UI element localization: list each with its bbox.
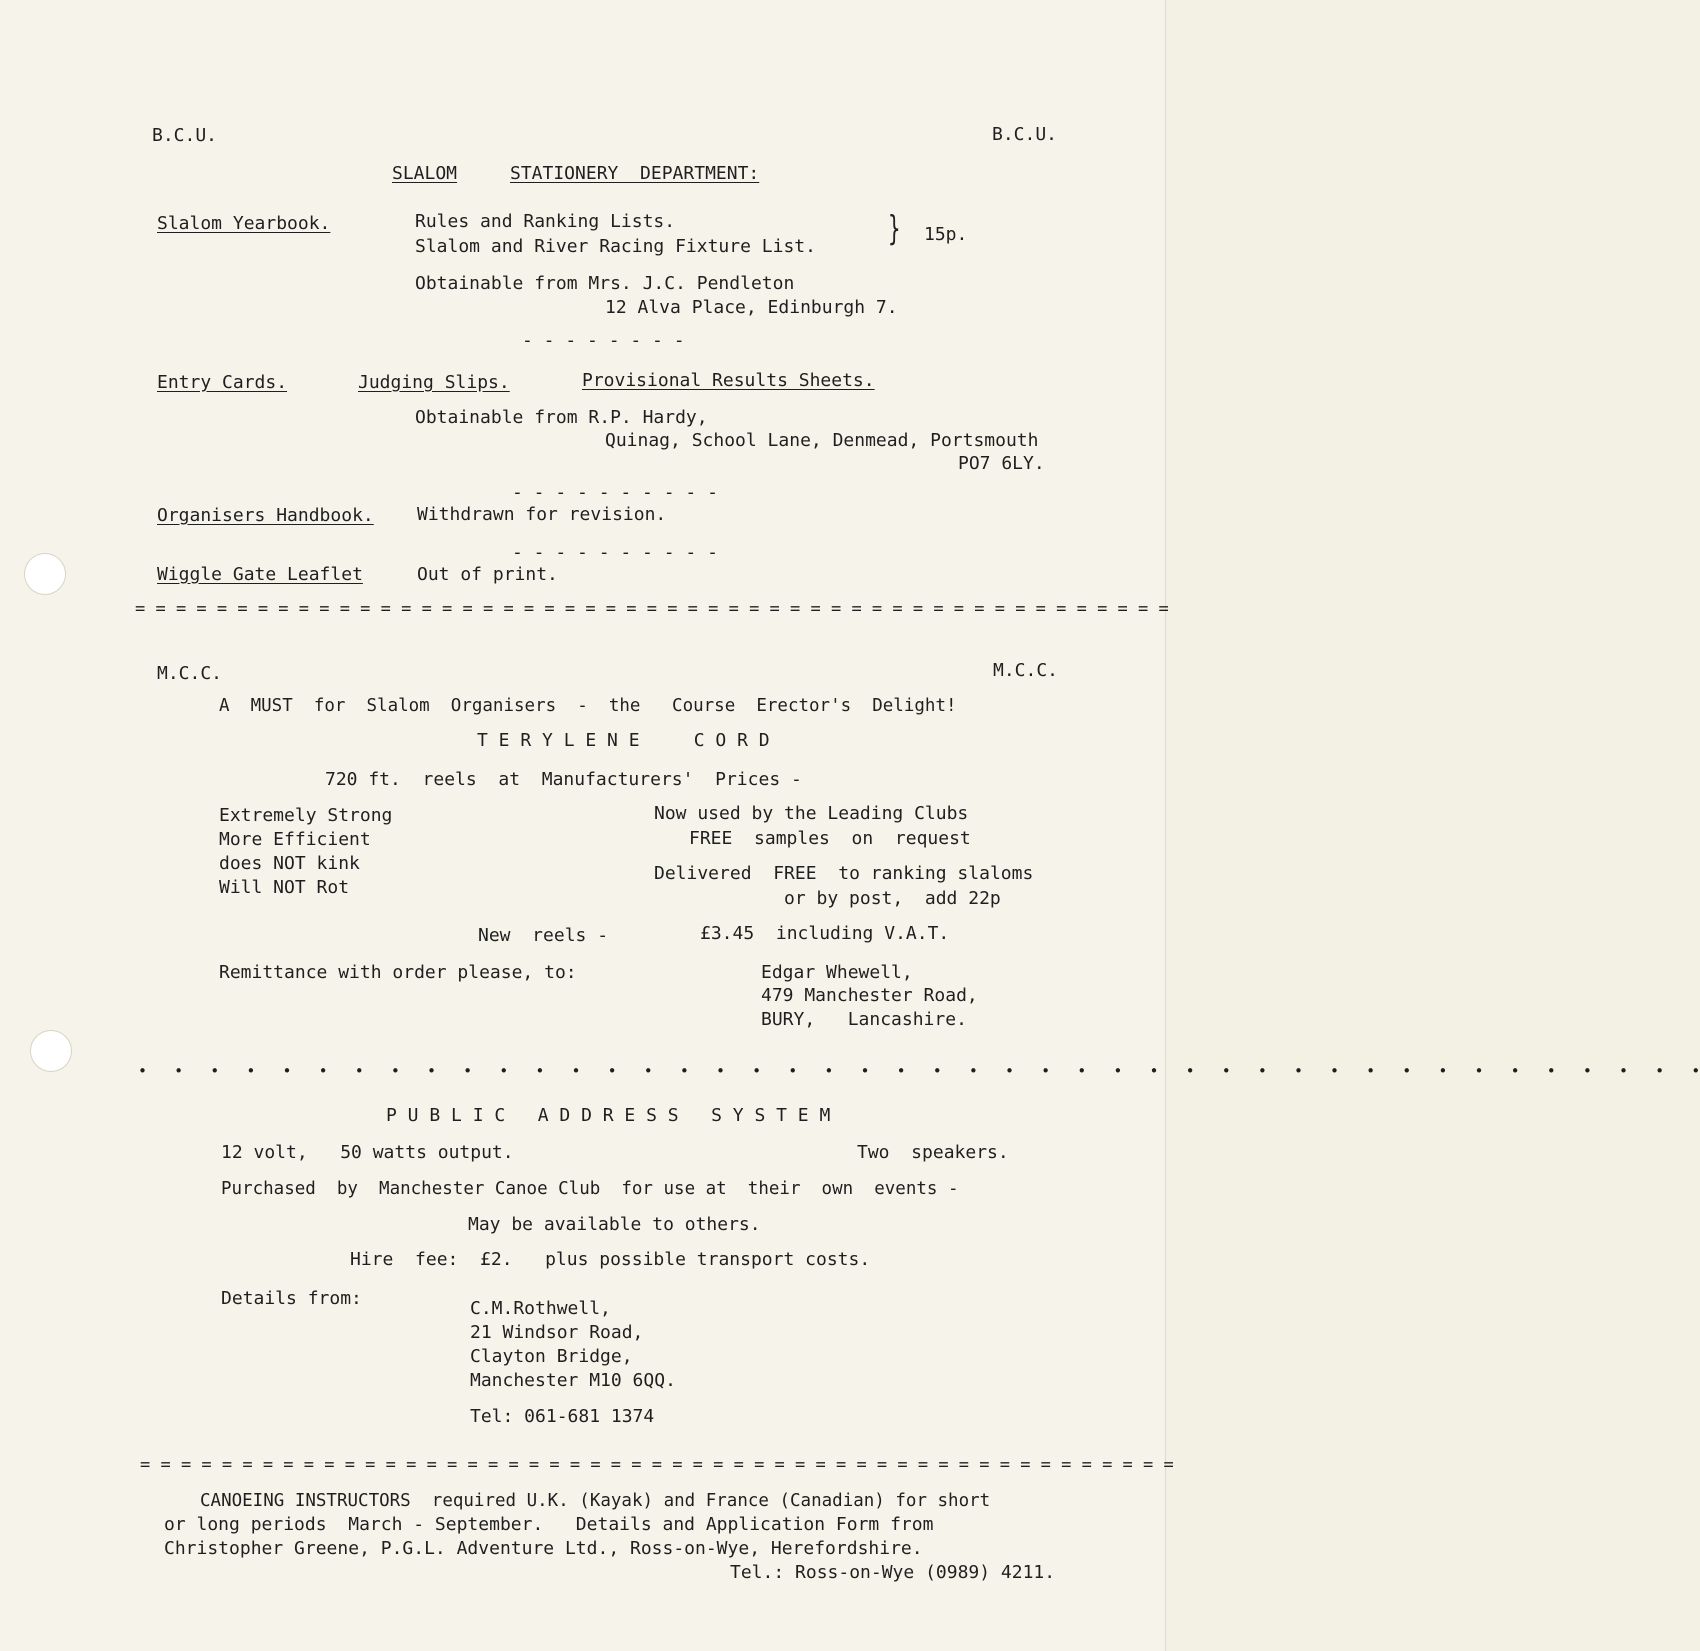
pa-contact-3: Clayton Bridge, bbox=[470, 1346, 633, 1367]
equals-rule-1: = = = = = = = = = = = = = = = = = = = = = = = = = = = = = = = = = = = = = = = = = = = = = = = = = = = bbox=[135, 599, 1169, 619]
pa-contact-4: Manchester M10 6QQ. bbox=[470, 1370, 676, 1391]
pa-purchased-line: Purchased by Manchester Canoe Club for use at their own events - bbox=[221, 1179, 959, 1199]
brace: } bbox=[888, 209, 901, 249]
dotted-rule: • • • • • • • • • • • • • • • • • • • • • • • • • • • • • • • • • • • • • • • • • • • • bbox=[138, 1062, 1700, 1080]
free-samples: FREE samples on request bbox=[689, 828, 971, 849]
judging-slips-label: Judging Slips. bbox=[358, 372, 510, 393]
obtainable-hardy-line-3: PO7 6LY. bbox=[958, 453, 1045, 474]
remittance-line: Remittance with order please, to: bbox=[219, 962, 577, 983]
remittance-address-1: Edgar Whewell, bbox=[761, 962, 913, 983]
pa-details-from: Details from: bbox=[221, 1288, 362, 1309]
heading-stationery-department: STATIONERY DEPARTMENT: bbox=[510, 163, 760, 184]
organisers-handbook-label: Organisers Handbook. bbox=[157, 505, 374, 526]
instructors-tel: Tel.: Ross-on-Wye (0989) 4211. bbox=[730, 1562, 1056, 1583]
obtainable-pendleton-line-2: 12 Alva Place, Edinburgh 7. bbox=[605, 297, 898, 318]
equals-rule-2: = = = = = = = = = = = = = = = = = = = = = = = = = = = = = = = = = = = = = = = = = = = = = = = = = = = bbox=[140, 1455, 1174, 1475]
remittance-address-2: 479 Manchester Road, bbox=[761, 985, 978, 1006]
feature-4: Will NOT Rot bbox=[219, 877, 350, 898]
pa-speakers: Two speakers. bbox=[857, 1142, 1009, 1163]
mcc-right: M.C.C. bbox=[993, 660, 1059, 681]
obtainable-hardy-line-1: Obtainable from R.P. Hardy, bbox=[415, 407, 708, 428]
pa-contact-2: 21 Windsor Road, bbox=[470, 1322, 644, 1343]
instructors-line-1: CANOEING INSTRUCTORS required U.K. (Kayak) and France (Canadian) for short bbox=[200, 1491, 991, 1511]
dash-separator-1: - - - - - - - - bbox=[522, 330, 685, 351]
provisional-results-sheets-label: Provisional Results Sheets. bbox=[582, 370, 875, 391]
wiggle-gate-leaflet-label: Wiggle Gate Leaflet bbox=[157, 564, 363, 585]
dash-separator-2: - - - - - - - - - - bbox=[512, 482, 718, 503]
terylene-cord-heading: T E R Y L E N E C O R D bbox=[477, 730, 770, 751]
instructors-line-2: or long periods March - September. Details and Application Form from bbox=[164, 1514, 934, 1535]
pa-volt-line: 12 volt, 50 watts output. bbox=[221, 1142, 514, 1163]
pa-contact-1: C.M.Rothwell, bbox=[470, 1298, 611, 1319]
remittance-address-3: BURY, Lancashire. bbox=[761, 1009, 967, 1030]
yearbook-price: 15p. bbox=[924, 224, 968, 245]
punch-hole-top bbox=[24, 553, 66, 595]
slalom-yearbook-label: Slalom Yearbook. bbox=[157, 213, 331, 234]
pa-heading: P U B L I C A D D R E S S S Y S T E M bbox=[386, 1105, 831, 1126]
reels-price-line: 720 ft. reels at Manufacturers' Prices - bbox=[325, 769, 802, 790]
dash-separator-3: - - - - - - - - - - bbox=[512, 542, 718, 563]
new-reels: New reels - bbox=[478, 925, 609, 946]
wiggle-gate-leaflet-status: Out of print. bbox=[417, 564, 558, 585]
obtainable-hardy-line-2: Quinag, School Lane, Denmead, Portsmouth bbox=[605, 430, 1039, 451]
mcc-must-headline: A MUST for Slalom Organisers - the Course Erector's Delight! bbox=[219, 696, 957, 716]
instructors-line-3: Christopher Greene, P.G.L. Adventure Ltd., Ross-on-Wye, Herefordshire. bbox=[164, 1538, 923, 1559]
yearbook-line-1: Rules and Ranking Lists. bbox=[415, 211, 676, 232]
bcu-right: B.C.U. bbox=[992, 124, 1058, 145]
feature-1: Extremely Strong bbox=[219, 805, 393, 826]
feature-2: More Efficient bbox=[219, 829, 371, 850]
leading-clubs: Now used by the Leading Clubs bbox=[654, 803, 969, 824]
organisers-handbook-status: Withdrawn for revision. bbox=[417, 504, 667, 525]
punch-hole-bottom bbox=[30, 1030, 72, 1072]
bcu-left: B.C.U. bbox=[152, 125, 218, 146]
obtainable-pendleton-line-1: Obtainable from Mrs. J.C. Pendleton bbox=[415, 273, 795, 294]
pa-available: May be available to others. bbox=[468, 1214, 761, 1235]
mcc-left: M.C.C. bbox=[157, 663, 223, 684]
feature-3: does NOT kink bbox=[219, 853, 360, 874]
pa-contact-tel: Tel: 061-681 1374 bbox=[470, 1406, 655, 1427]
new-reels-price: £3.45 including V.A.T. bbox=[700, 923, 950, 944]
delivered-free: Delivered FREE to ranking slaloms bbox=[654, 863, 1034, 884]
yearbook-line-2: Slalom and River Racing Fixture List. bbox=[415, 236, 816, 257]
pa-hire-fee: Hire fee: £2. plus possible transport costs. bbox=[350, 1249, 871, 1270]
by-post: or by post, add 22p bbox=[784, 888, 1001, 909]
entry-cards-label: Entry Cards. bbox=[157, 372, 288, 393]
heading-slalom: SLALOM bbox=[392, 163, 458, 184]
